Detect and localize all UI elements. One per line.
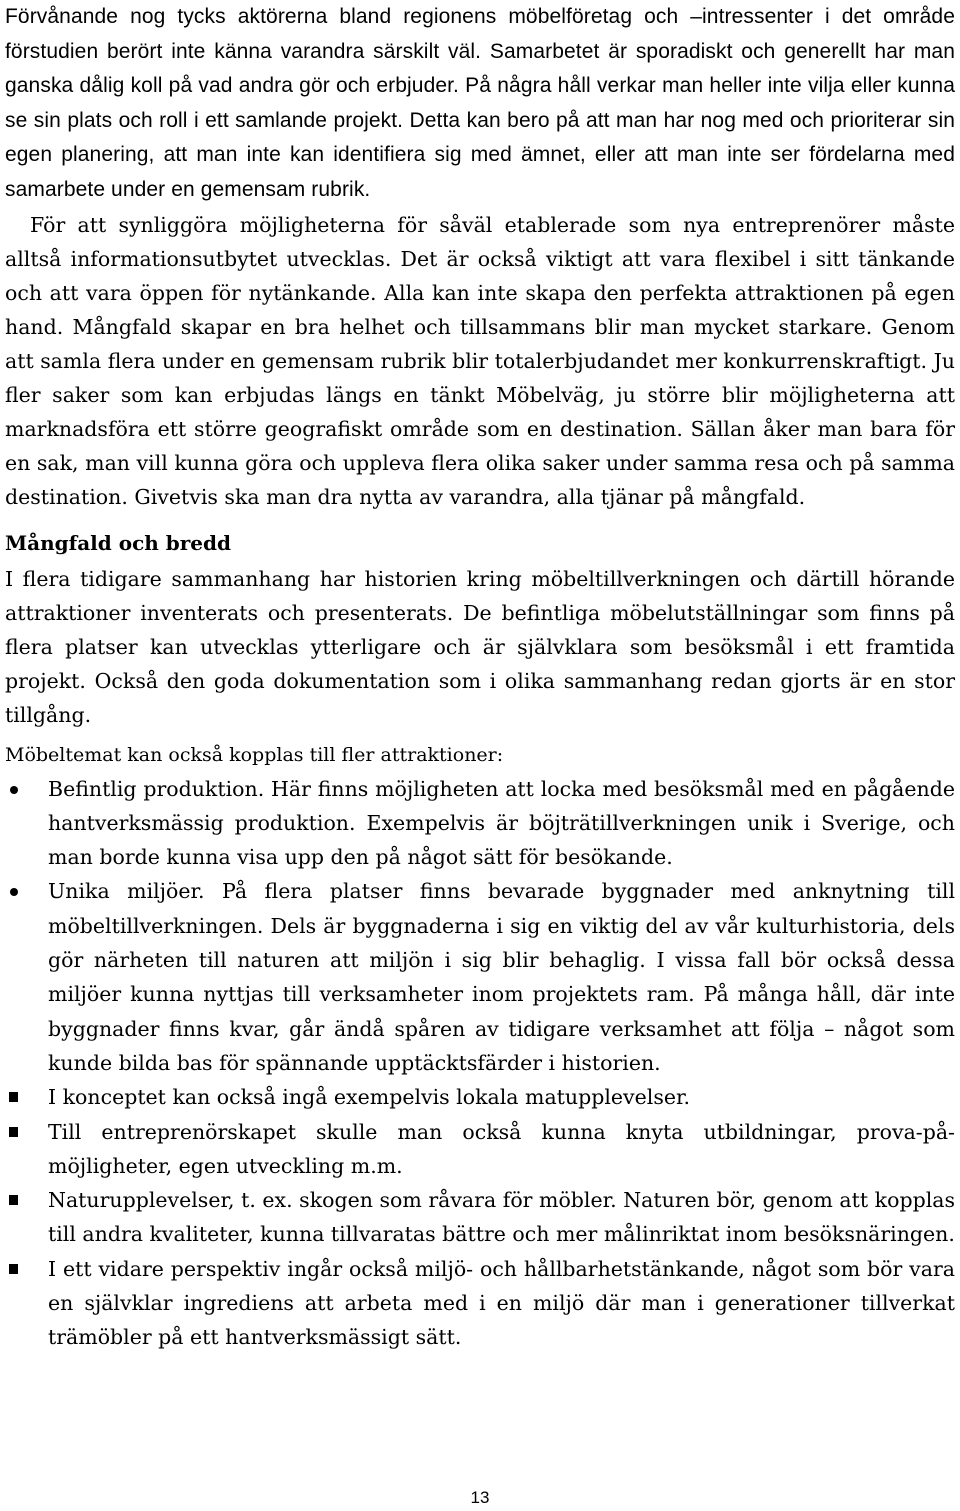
bullet-square-icon (9, 1127, 18, 1137)
list-item-text: I konceptet kan också ingå exempelvis lokala matupplevelser. (48, 1085, 691, 1110)
bullet-square-icon (9, 1092, 18, 1102)
list-lead-text: Möbeltemat kan också kopplas till fler attraktioner: (5, 743, 504, 766)
list-item-text: I ett vidare perspektiv ingår också miljö- och hållbarhetstänkande, något som bör vara en självklar ingrediens att arbeta med i en miljö där man i generationer tillverkat trämöbler på ett hantverksmässigt sätt. (48, 1256, 955, 1350)
attractions-list (5, 772, 955, 1355)
list-item (5, 772, 955, 875)
section-body-paragraph: I flera tidigare sammanhang har historien kring möbeltillverkningen och därtill hörande attraktioner inventerats och presenterats. De befintliga möbelutställningar som finns på flera platser kan utvecklas ytterligare och är självklara som besöksmål i ett framtida projekt. Också den goda dokumentation som i olika sammanhang redan gjorts är en stor tillgång. (5, 566, 955, 727)
list-item-text: Till entreprenörskapet skulle man också kunna knyta utbildningar, prova-på-möjligheter, egen utveckling m.m. (48, 1119, 955, 1178)
page-number: 13 (470, 1488, 490, 1507)
bullet-dot-icon (10, 786, 18, 794)
list-item (5, 1252, 955, 1355)
list-item-text: Befintlig produktion. Här finns möjligheten att locka med besöksmål med en pågående hantverksmässig produktion. Exempelvis är böjträtillverkningen unik i Sverige, och man borde kunna visa upp den på något sätt för besökande. (48, 776, 955, 870)
document-page (5, 0, 955, 1355)
list-item-text: Naturupplevelser, t. ex. skogen som råvara för möbler. Naturen bör, genom att kopplas till andra kvaliteter, kunna tillvaratas bättre och mer målinriktat inom besöksnäringen. (48, 1188, 955, 1247)
list-item-text: Unika miljöer. På flera platser finns bevarade byggnader med anknytning till möbeltillverkningen. Dels är byggnaderna i sig en viktig del av vår kulturhistoria, dels gör närheten till naturen att miljön i sig blir behaglig. I vissa fall bör också dessa miljöer kunna nyttjas till verksamheter inom projektets ram. På många håll, där inte byggnader finns kvar, går ändå spåren av tidigare verksamhet att följa – något som kunde bilda bas för spännande upptäcktsfärder i historien. (48, 879, 955, 1075)
list-item (5, 874, 955, 1080)
list-item (5, 1080, 955, 1114)
bullet-square-icon (9, 1264, 18, 1274)
intro-paragraph: Förvånande nog tycks aktörerna bland regionens möbelföretag och –intressenter i det område förstudien berört inte känna varandra särskilt väl. Samarbetet är sporadiskt och generellt har man ganska dålig koll på vad andra gör och erbjuder. På några håll verkar man heller inte vilja eller kunna se sin plats och roll i ett samlande projekt. Detta kan bero på att man har nog med och prioriterar sin egen planering, att man inte kan identifiera sig med ämnet, eller att man inte ser fördelarna med samarbete under en gemensam rubrik. (5, 5, 955, 201)
bullet-dot-icon (10, 888, 18, 896)
list-item (5, 1115, 955, 1184)
bullet-square-icon (9, 1195, 18, 1205)
list-item (5, 1183, 955, 1252)
section-heading: Mångfald och bredd (5, 530, 231, 555)
visibility-paragraph: För att synliggöra möjligheterna för såväl etablerade som nya entreprenörer måste alltså informationsutbytet utvecklas. Det är också viktigt att vara flexibel i sitt tänkande och att vara öppen för nytänkande. Alla kan inte skapa den perfekta attraktionen på egen hand. Mångfald skapar en bra helhet och tillsammans blir man mycket starkare. Genom att samla flera under en gemensam rubrik blir totalerbjudandet mer konkurrenskraftigt. Ju fler saker som kan erbjudas längs en tänkt Möbelväg, ju större blir möjligheterna att marknadsföra ett större geografiskt område som en destination. Sällan åker man bara för en sak, man vill kunna göra och uppleva flera olika saker under samma resa och på samma destination. Givetvis ska man dra nytta av varandra, alla tjänar på mångfald. (5, 212, 955, 509)
